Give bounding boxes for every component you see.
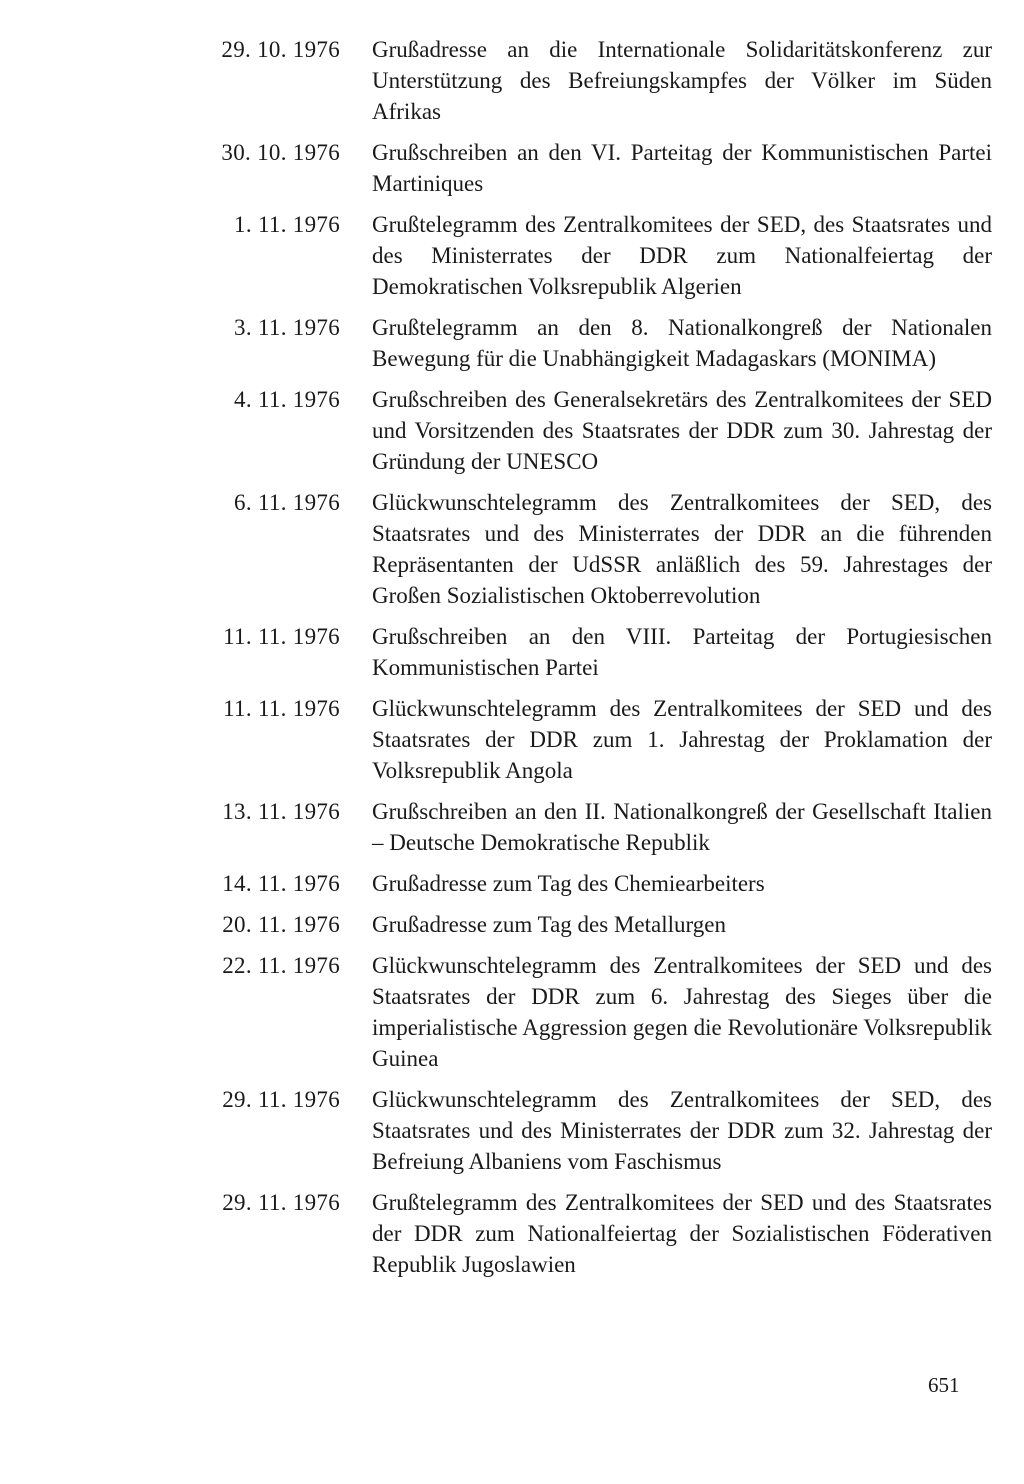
entry-text: Grußtelegramm des Zentralkomitees der SED und des Staatsrates der DDR zum Nationalfeiertag der Sozialistischen Föderativen Republik Jugoslawien (372, 1190, 992, 1277)
chronology-entry (200, 693, 992, 786)
entry-text: Grußschreiben an den VI. Parteitag der Kommunistischen Partei Martiniques (372, 140, 992, 196)
chronology-entry (200, 1084, 992, 1177)
chronology-entry (200, 209, 992, 302)
chronology-entry (200, 137, 992, 199)
entry-date: 11. 11. 1976 (223, 696, 340, 721)
entry-date: 11. 11. 1976 (223, 624, 340, 649)
entry-date: 3. 11. 1976 (234, 315, 340, 340)
entry-date: 29. 11. 1976 (222, 1190, 340, 1215)
entry-date: 4. 11. 1976 (234, 387, 340, 412)
entry-text: Grußadresse an die Internationale Solidaritätskonferenz zur Unterstützung des Befreiungskampfes der Völker im Süden Afrikas (372, 37, 992, 124)
entry-date: 29. 11. 1976 (222, 1087, 340, 1112)
entry-text: Grußtelegramm an den 8. Nationalkongreß der Nationalen Bewegung für die Unabhängigkeit Madagaskars (MONIMA) (372, 315, 992, 371)
entry-text: Grußschreiben an den II. Nationalkongreß der Gesellschaft Italien – Deutsche Demokratische Republik (372, 799, 992, 855)
entry-text: Grußadresse zum Tag des Metallurgen (372, 912, 726, 937)
entry-date: 1. 11. 1976 (234, 212, 340, 237)
entry-text: Glückwunschtelegramm des Zentralkomitees der SED, des Staatsrates und des Ministerrates der DDR an die führenden Repräsentanten der UdSSR anläßlich des 59. Jahrestages der Großen Sozialistischen Oktoberrevolution (372, 490, 992, 608)
chronology-entry (200, 909, 992, 940)
chronology-entry (200, 796, 992, 858)
entry-text: Glückwunschtelegramm des Zentralkomitees der SED, des Staatsrates und des Ministerrates der DDR zum 32. Jahrestag der Befreiung Albaniens vom Faschismus (372, 1087, 992, 1174)
entry-date: 6. 11. 1976 (234, 490, 340, 515)
chronology-entry (200, 312, 992, 374)
entry-text: Glückwunschtelegramm des Zentralkomitees der SED und des Staatsrates der DDR zum 6. Jahrestag des Sieges über die imperialistische Aggression gegen die Revolutionäre Volksrepublik Guinea (372, 953, 992, 1071)
chronology-entry (200, 34, 992, 127)
chronology-entry (200, 384, 992, 477)
entry-text: Grußtelegramm des Zentralkomitees der SED, des Staatsrates und des Ministerrates der DDR zum Nationalfeiertag der Demokratischen Volksrepublik Algerien (372, 212, 992, 299)
chronology-list (200, 34, 992, 1290)
entry-text: Grußadresse zum Tag des Chemiearbeiters (372, 871, 765, 896)
entry-date: 22. 11. 1976 (222, 953, 340, 978)
entry-text: Grußschreiben an den VIII. Parteitag der Portugiesischen Kommunistischen Partei (372, 624, 992, 680)
entry-text: Glückwunschtelegramm des Zentralkomitees der SED und des Staatsrates der DDR zum 1. Jahrestag der Proklamation der Volksrepublik Angola (372, 696, 992, 783)
chronology-entry (200, 621, 992, 683)
chronology-entry (200, 1187, 992, 1280)
entry-date: 29. 10. 1976 (221, 37, 340, 62)
chronology-entry (200, 868, 992, 899)
entry-date: 30. 10. 1976 (221, 140, 340, 165)
chronology-entry (200, 487, 992, 611)
entry-date: 14. 11. 1976 (222, 871, 340, 896)
entry-text: Grußschreiben des Generalsekretärs des Zentralkomitees der SED und Vorsitzenden des Staatsrates der DDR zum 30. Jahrestag der Gründung der UNESCO (372, 387, 992, 474)
page-number: 651 (928, 1373, 960, 1397)
chronology-entry (200, 950, 992, 1074)
entry-date: 20. 11. 1976 (222, 912, 340, 937)
entry-date: 13. 11. 1976 (222, 799, 340, 824)
